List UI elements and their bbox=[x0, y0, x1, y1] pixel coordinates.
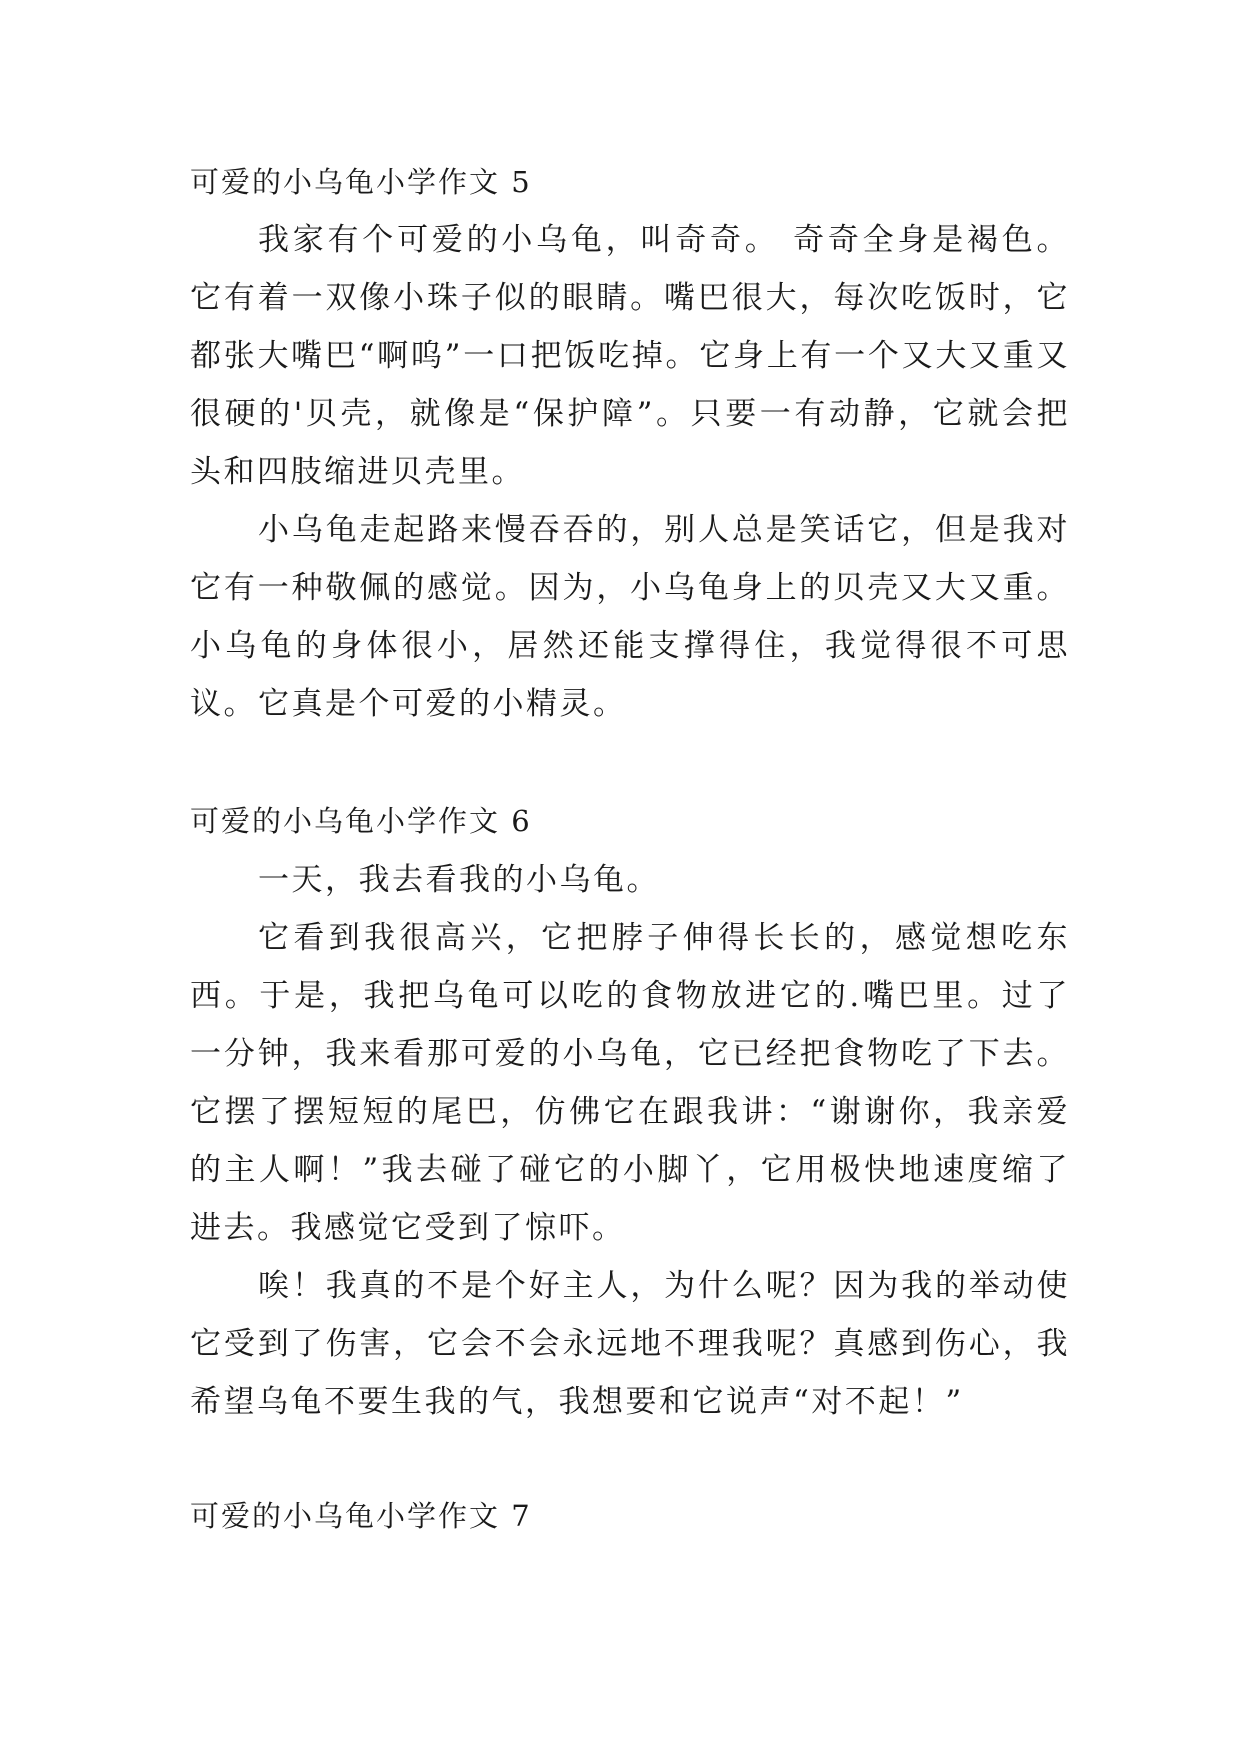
essay-6-paragraph-3: 唉！我真的不是个好主人，为什么呢？因为我的举动使它受到了伤害，它会不会永远地不理我呢？真感到伤心，我希望乌龟不要生我的气，我想要和它说声“对不起！” bbox=[190, 1268, 1070, 1420]
essay-7-title: 可爱的小乌龟小学作文 7 bbox=[190, 1499, 532, 1533]
essay-5-paragraph-3: 它真是个可爱的小精灵。 bbox=[258, 686, 627, 722]
essay-5-paragraph-2: 小乌龟走起路来慢吞吞的，别人总是笑话它，但是我对它有一种敬佩的感觉。因为，小乌龟身上的贝壳又大又重。小乌龟的身体很小，居然还能支撑得住，我觉得很不可思议。 bbox=[190, 512, 1070, 722]
essay-6-paragraph-1: 一天，我去看我的小乌龟。 bbox=[258, 862, 660, 898]
essay-6-paragraph-2: 它看到我很高兴，它把脖子伸得长长的，感觉想吃东西。于是，我把乌龟可以吃的食物放进它的.嘴巴里。过了一分钟，我来看那可爱的小乌龟，它已经把食物吃了下去。它摆了摆短短的尾巴，仿佛它在跟我讲：“谢谢你，我亲爱的主人啊！”我去碰了碰它的小脚丫，它用极快地速度缩了进去。我感觉它受到了惊吓。 bbox=[190, 920, 1070, 1246]
essay-6-title: 可爱的小乌龟小学作文 6 bbox=[190, 804, 532, 838]
essay-5-title: 可爱的小乌龟小学作文 5 bbox=[190, 165, 532, 199]
essay-5-paragraph-1: 我家有个可爱的小乌龟，叫奇奇。 奇奇全身是褐色。它有着一双像小珠子似的眼睛。嘴巴很大，每次吃饭时，它都张大嘴巴“啊呜”一口把饭吃掉。它身上有一个又大又重又很硬的'贝壳，就像是“保护障”。只要一有动静，它就会把头和四肢缩进贝壳里。 bbox=[190, 222, 1070, 490]
